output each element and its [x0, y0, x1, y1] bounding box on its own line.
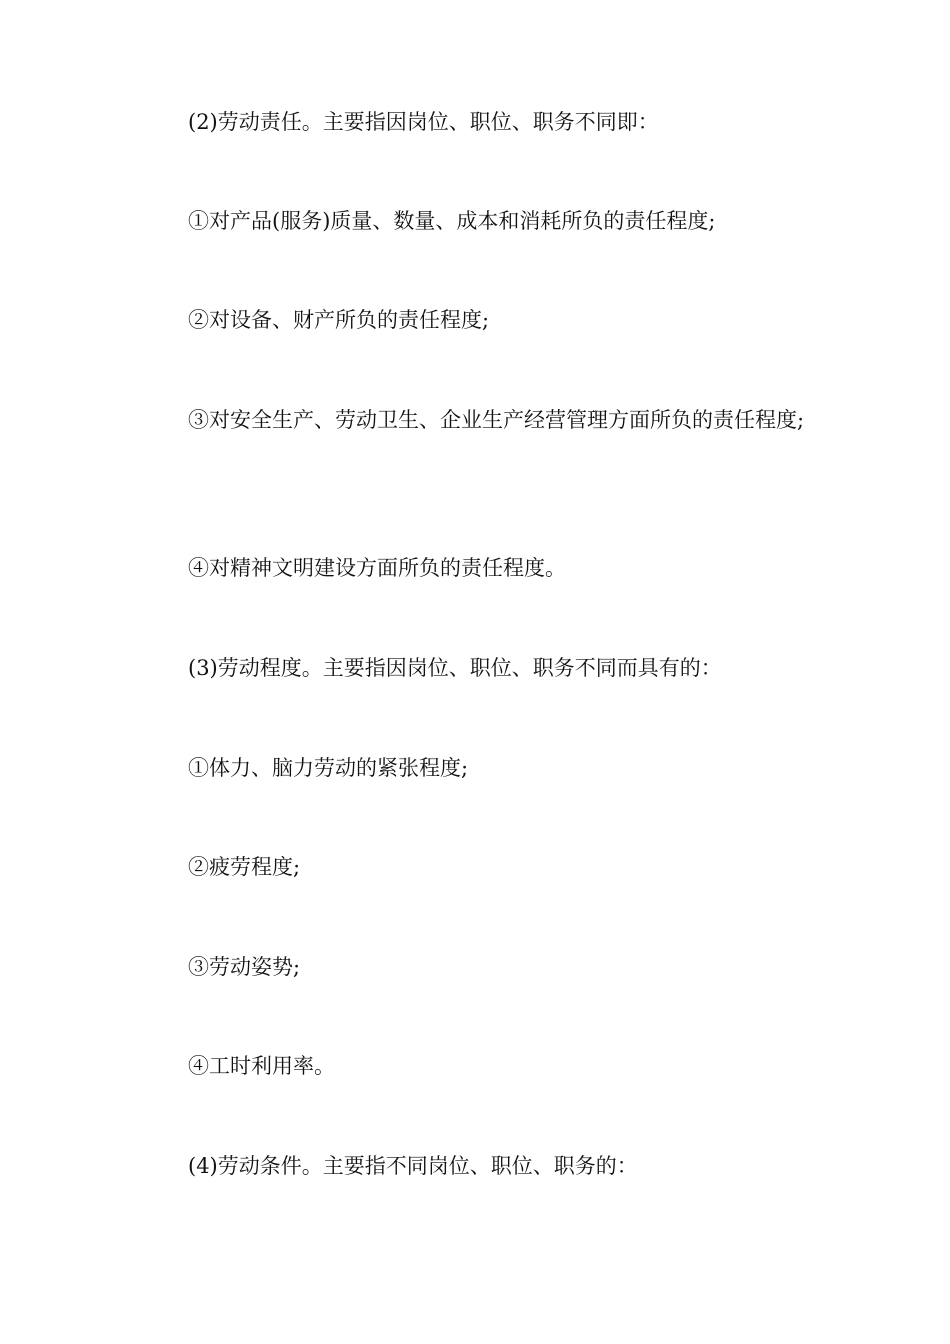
paragraph-labor-intensity: (3)劳动程度。主要指因岗位、职位、职务不同而具有的： — [188, 656, 722, 680]
paragraph-safety-production: ③对安全生产、劳动卫生、企业生产经营管理方面所负的责任程度; — [188, 408, 805, 432]
paragraph-labor-posture: ③劳动姿势; — [188, 955, 301, 979]
paragraph-product-quality: ①对产品(服务)质量、数量、成本和消耗所负的责任程度; — [188, 209, 716, 233]
paragraph-labor-conditions: (4)劳动条件。主要指不同岗位、职位、职务的： — [188, 1154, 638, 1178]
paragraph-fatigue: ②疲劳程度; — [188, 855, 301, 879]
paragraph-working-time-utilization: ④工时利用率。 — [188, 1054, 335, 1078]
paragraph-equipment-property: ②对设备、财产所负的责任程度; — [188, 308, 490, 332]
paragraph-spiritual-civilization: ④对精神文明建设方面所负的责任程度。 — [188, 556, 566, 580]
paragraph-physical-mental-tension: ①体力、脑力劳动的紧张程度; — [188, 756, 469, 780]
paragraph-labor-responsibility: (2)劳动责任。主要指因岗位、职位、职务不同即： — [188, 110, 659, 134]
